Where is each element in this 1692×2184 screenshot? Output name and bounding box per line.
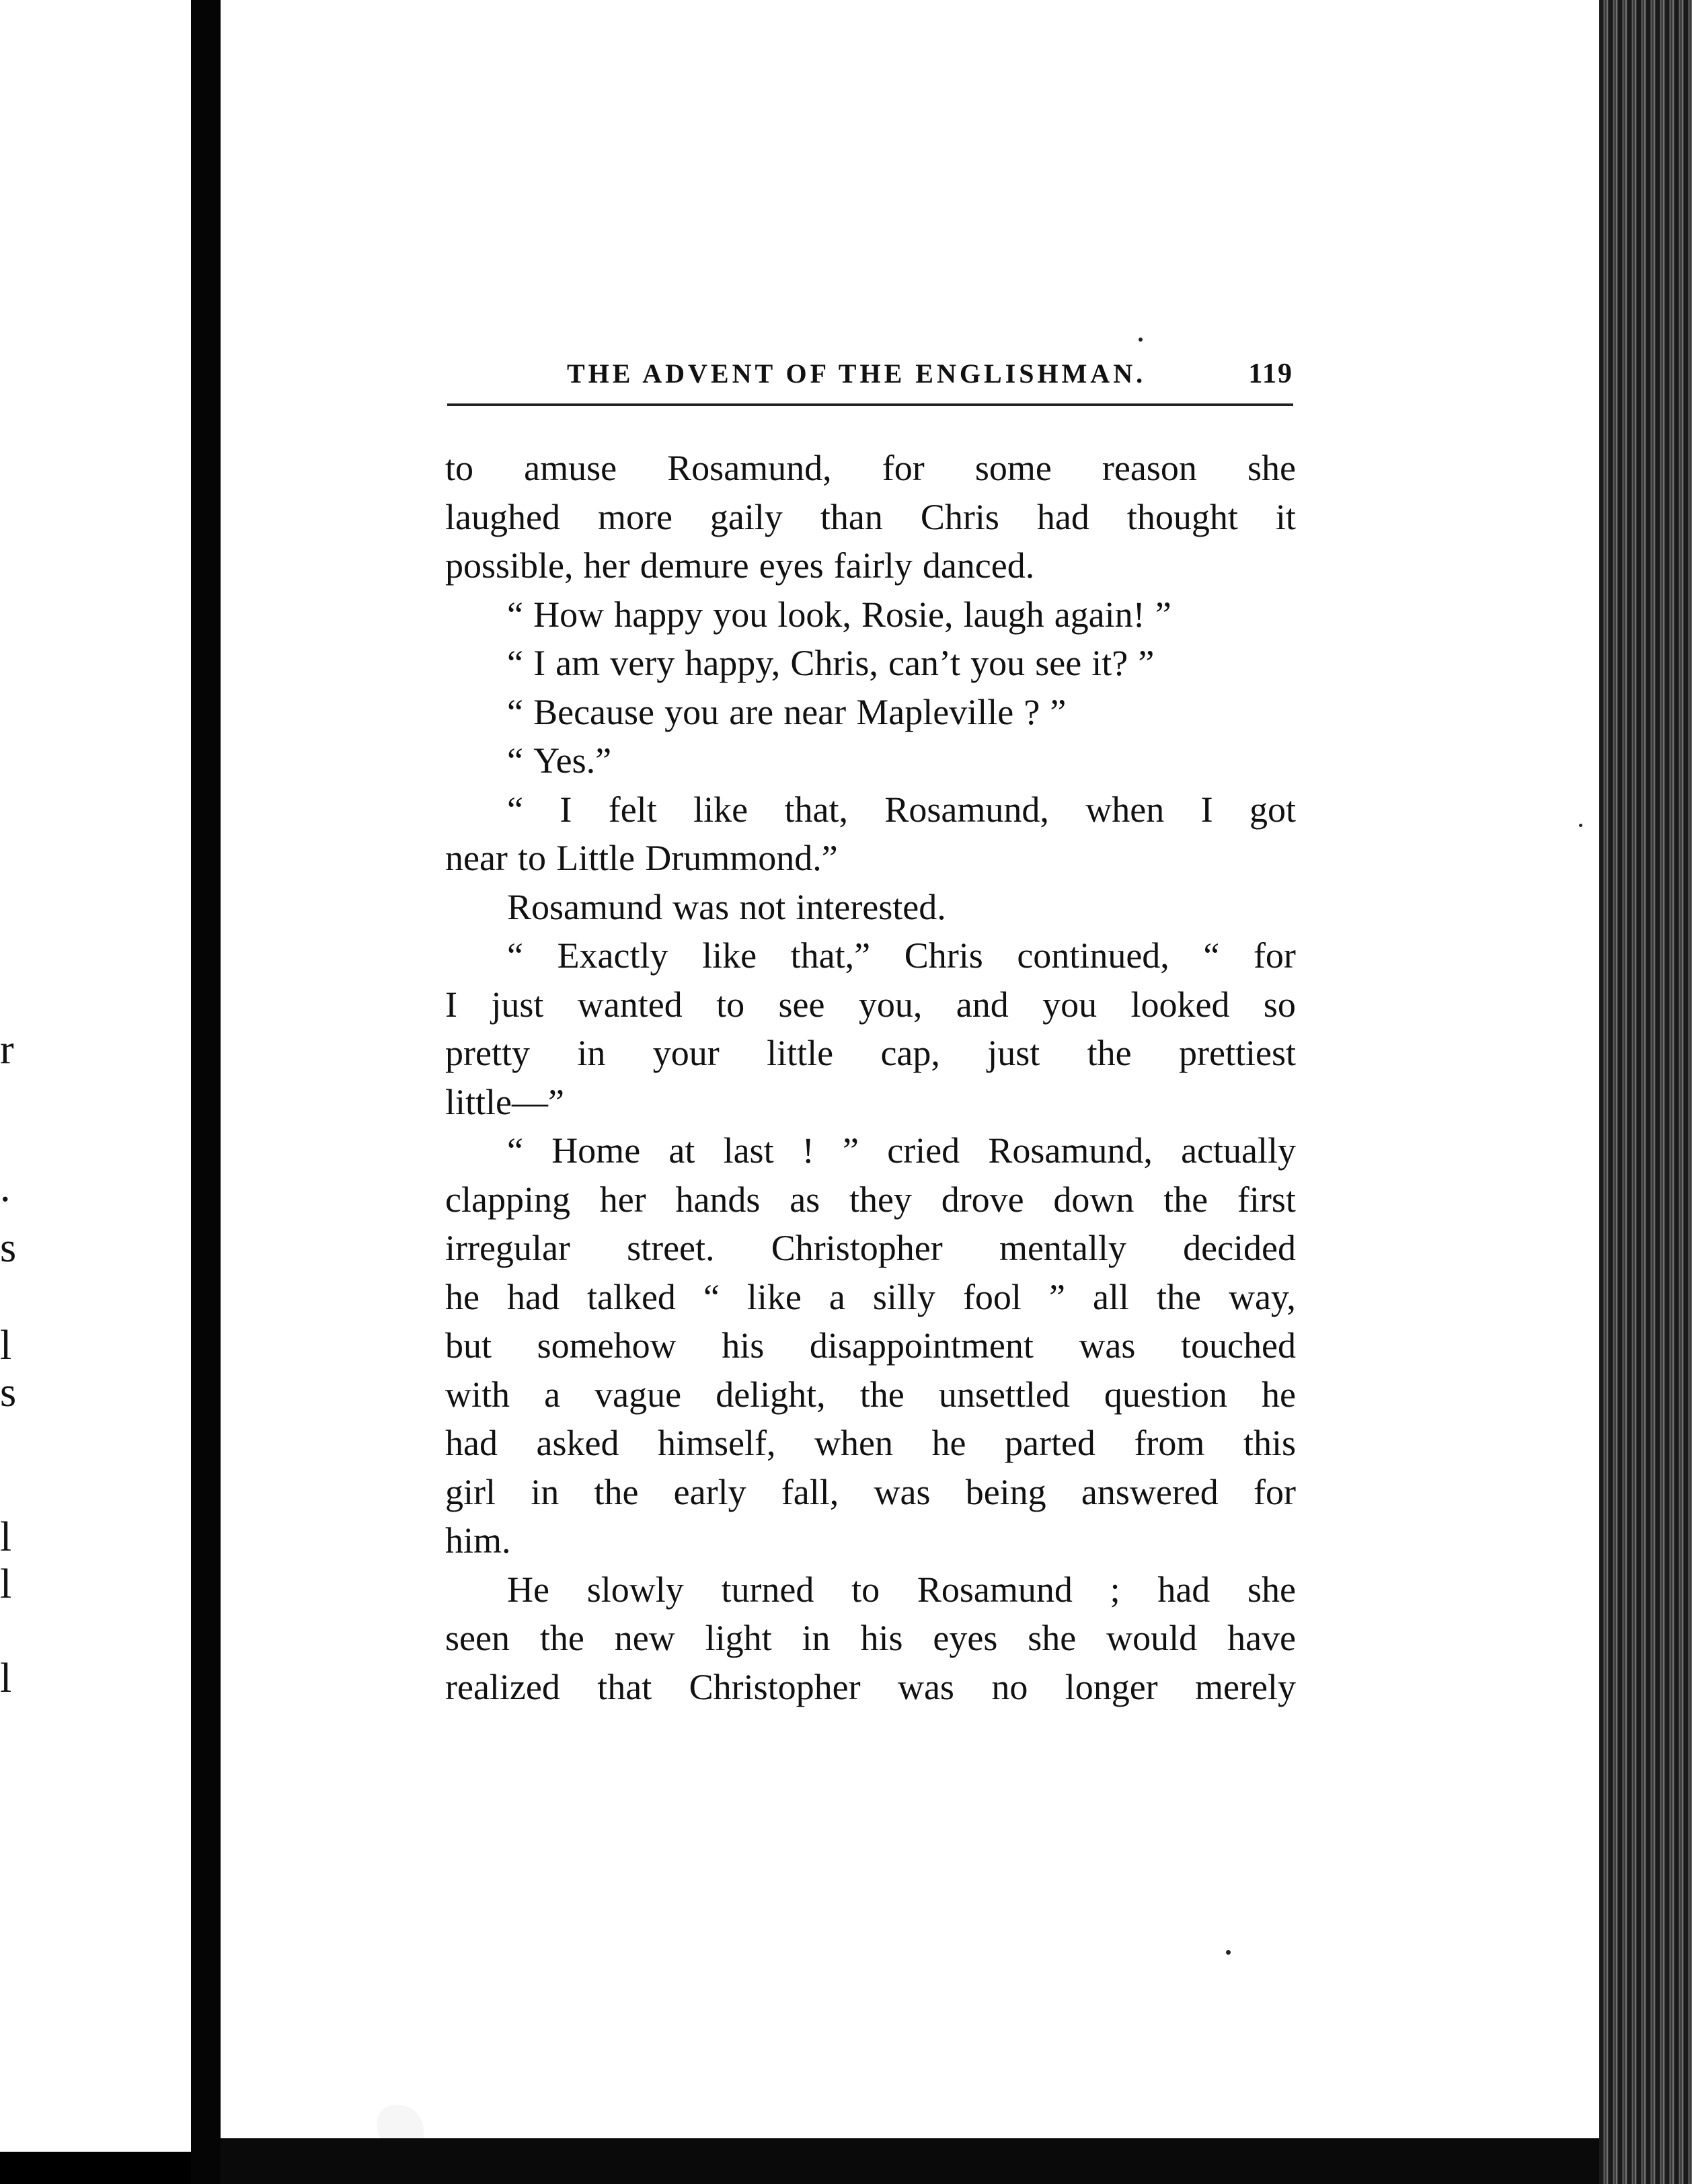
word: some	[974, 448, 1052, 488]
book-gutter	[191, 0, 221, 2184]
facing-page-edge	[0, 0, 191, 2152]
word: I	[445, 984, 457, 1025]
word: had	[1036, 496, 1089, 537]
word: with	[445, 1374, 510, 1415]
word: in	[802, 1618, 831, 1658]
word: the	[1163, 1179, 1208, 1220]
word: again!	[1054, 594, 1145, 635]
word: How	[533, 594, 605, 635]
word: “	[507, 935, 523, 976]
word: unsettled	[938, 1374, 1070, 1415]
word: more	[597, 496, 672, 537]
word: would	[1106, 1618, 1198, 1658]
text-line	[445, 834, 1296, 883]
word: just	[491, 984, 544, 1025]
word: continued,	[1017, 935, 1169, 976]
word: that,”	[790, 935, 871, 976]
word: Rosamund	[507, 886, 663, 927]
word: Christopher	[771, 1228, 943, 1268]
word: thought	[1126, 496, 1238, 537]
word: vague	[594, 1374, 682, 1415]
word: Rosamund,	[988, 1130, 1153, 1171]
word: you	[970, 643, 1026, 683]
word: very	[610, 643, 675, 683]
word: disappointment	[809, 1325, 1034, 1366]
word: see	[1035, 643, 1082, 683]
word: amuse	[524, 448, 617, 488]
word: wanted	[577, 984, 683, 1025]
word: demure	[640, 545, 749, 586]
text-line	[445, 785, 1296, 834]
word: Rosie,	[861, 594, 954, 635]
word: Chris	[920, 496, 999, 537]
word: he	[1262, 1374, 1296, 1415]
word: from	[1134, 1423, 1205, 1463]
text-line	[445, 931, 1296, 980]
text-line	[445, 1614, 1296, 1663]
word: the	[539, 1618, 584, 1658]
word: when	[814, 1423, 893, 1463]
word: not	[739, 886, 786, 927]
word: Home	[551, 1130, 641, 1171]
page-bottom-shadow	[221, 2138, 1599, 2184]
word: touched	[1181, 1325, 1296, 1366]
word: Christopher	[689, 1666, 861, 1707]
word: it?	[1091, 643, 1128, 683]
word: the	[1156, 1276, 1201, 1317]
page-number: 119	[1248, 358, 1293, 389]
word: happy	[614, 594, 703, 635]
body-text	[445, 444, 1296, 1711]
word: you,	[858, 984, 923, 1025]
running-head	[447, 355, 1293, 409]
word: reason	[1102, 448, 1197, 488]
text-line	[445, 639, 1296, 688]
word: her	[583, 545, 630, 586]
word: and	[956, 984, 1009, 1025]
page-block-edge	[1599, 0, 1692, 2184]
text-line	[445, 1516, 1296, 1565]
word: you	[713, 594, 768, 635]
word: looked	[1130, 984, 1230, 1025]
word: delight,	[716, 1374, 826, 1415]
word: at	[668, 1130, 695, 1171]
word: actually	[1181, 1130, 1296, 1171]
word: “	[507, 691, 523, 732]
word: that	[597, 1666, 652, 1707]
word: possible,	[445, 545, 574, 586]
word: street.	[627, 1228, 715, 1268]
word: her	[599, 1179, 646, 1220]
word: no	[991, 1666, 1028, 1707]
facing-page-fragment: l	[0, 1655, 12, 1701]
word: Chris	[904, 935, 983, 976]
word: had	[445, 1423, 498, 1463]
word: to	[518, 838, 547, 878]
text-line	[445, 1468, 1296, 1517]
word: was	[874, 1471, 931, 1512]
word: a	[829, 1276, 845, 1317]
word: “	[507, 594, 523, 635]
word: like	[693, 789, 748, 830]
word: Little	[556, 838, 636, 878]
word: all	[1092, 1276, 1129, 1317]
word: the	[1087, 1033, 1132, 1073]
word: she	[1247, 1569, 1296, 1610]
word: she	[1247, 448, 1296, 488]
facing-page-fragment: l	[0, 1323, 12, 1368]
word: I	[533, 643, 546, 683]
word: “	[703, 1276, 720, 1317]
word: himself,	[657, 1423, 776, 1463]
word: a	[544, 1374, 561, 1415]
word: Because	[533, 691, 654, 732]
word: cap,	[880, 1033, 940, 1073]
word: near	[445, 838, 508, 878]
word: “	[507, 643, 523, 683]
word: irregular	[445, 1228, 570, 1268]
word: for	[1253, 935, 1296, 976]
text-line	[445, 1273, 1296, 1322]
word: him.	[445, 1520, 511, 1561]
word: merely	[1195, 1666, 1296, 1707]
word: ”	[1050, 691, 1067, 732]
text-line	[445, 541, 1296, 590]
word: near	[783, 691, 847, 732]
word: had	[1157, 1569, 1210, 1610]
text-line	[445, 1321, 1296, 1370]
word: to	[445, 448, 474, 488]
word: prettiest	[1179, 1033, 1296, 1073]
word: fool	[962, 1276, 1022, 1317]
word: first	[1237, 1179, 1296, 1220]
word: silly	[872, 1276, 935, 1317]
word: his	[722, 1325, 765, 1366]
text-line	[445, 444, 1296, 493]
word: can’t	[888, 643, 960, 683]
word: ”	[1138, 643, 1155, 683]
word: for	[1254, 1471, 1296, 1512]
word: little	[767, 1033, 834, 1073]
word: somehow	[537, 1325, 677, 1366]
word: for	[882, 448, 925, 488]
word: have	[1227, 1618, 1296, 1658]
word: than	[820, 496, 883, 537]
text-line	[445, 1078, 1296, 1127]
ink-speck	[1226, 1950, 1231, 1955]
word: turned	[721, 1569, 814, 1610]
word: as	[790, 1179, 820, 1220]
word: “	[507, 1130, 523, 1171]
word: when	[1085, 789, 1165, 830]
text-line	[445, 590, 1296, 639]
word: “	[507, 740, 523, 781]
word: laugh	[963, 594, 1044, 635]
text-line	[445, 736, 1296, 785]
text-line	[445, 493, 1296, 542]
word: asked	[536, 1423, 619, 1463]
word: that,	[784, 789, 848, 830]
word: was	[672, 886, 730, 927]
word: see	[778, 984, 825, 1025]
word: to	[851, 1569, 880, 1610]
word: decided	[1183, 1228, 1296, 1268]
word: he	[931, 1423, 966, 1463]
ink-speck	[1579, 824, 1582, 827]
word: mentally	[999, 1228, 1126, 1268]
word: Yes.”	[533, 740, 612, 781]
text-line	[445, 1565, 1296, 1614]
word: eyes	[933, 1618, 998, 1658]
word: I	[1200, 789, 1213, 830]
word: cried	[887, 1130, 960, 1171]
word: the	[594, 1471, 639, 1512]
word: felt	[608, 789, 657, 830]
word: Rosamund	[917, 1569, 1073, 1610]
word: ?	[1024, 691, 1040, 732]
word: answered	[1081, 1471, 1219, 1512]
word: slowly	[586, 1569, 684, 1610]
text-line	[445, 1224, 1296, 1273]
word: this	[1243, 1423, 1296, 1463]
word: fairly	[833, 545, 913, 586]
word: happy,	[685, 643, 781, 683]
word: being	[965, 1471, 1046, 1512]
word: they	[849, 1179, 912, 1220]
text-line	[445, 1175, 1296, 1224]
facing-page-fragment: .	[0, 1165, 11, 1210]
word: in	[531, 1471, 560, 1512]
text-line	[445, 883, 1296, 932]
word: in	[577, 1033, 606, 1073]
word: laughed	[445, 496, 560, 537]
word: his	[860, 1618, 903, 1658]
word: like	[746, 1276, 802, 1317]
facing-page-fragment: s	[0, 1370, 17, 1415]
text-line	[445, 688, 1296, 737]
word: Drummond.”	[645, 838, 838, 878]
word: was	[897, 1666, 954, 1707]
facing-page-fragment: r	[0, 1027, 14, 1072]
word: ;	[1110, 1569, 1120, 1610]
word: I	[560, 789, 572, 830]
word: but	[445, 1325, 492, 1366]
ink-speck	[1139, 338, 1143, 342]
word: it	[1275, 496, 1296, 537]
word: just	[987, 1033, 1040, 1073]
word: Mapleville	[856, 691, 1014, 732]
word: so	[1263, 984, 1296, 1025]
word: had	[506, 1276, 560, 1317]
text-line	[445, 1029, 1296, 1078]
word: your	[652, 1033, 720, 1073]
word: you	[1042, 984, 1098, 1025]
text-line	[445, 1126, 1296, 1175]
word: drove	[941, 1179, 1024, 1220]
word: Chris,	[790, 643, 878, 683]
word: clapping	[445, 1179, 570, 1220]
word: hands	[675, 1179, 761, 1220]
word: down	[1053, 1179, 1135, 1220]
word: danced.	[922, 545, 1035, 586]
word: the	[859, 1374, 905, 1415]
word: Rosamund,	[667, 448, 832, 488]
running-head-rule	[447, 403, 1293, 406]
word: she	[1028, 1618, 1077, 1658]
word: look,	[777, 594, 851, 635]
word: “	[507, 789, 523, 830]
running-head-title: THE ADVENT OF THE ENGLISHMAN.	[567, 358, 1147, 389]
word: am	[555, 643, 601, 683]
word: longer	[1065, 1666, 1158, 1707]
word: seen	[445, 1618, 510, 1658]
word: light	[705, 1618, 772, 1658]
word: early	[673, 1471, 746, 1512]
word: are	[729, 691, 774, 732]
word: ”	[1155, 594, 1171, 635]
word: eyes	[759, 545, 824, 586]
word: gaily	[709, 496, 783, 537]
word: pretty	[445, 1033, 530, 1073]
word: Exactly	[557, 935, 668, 976]
word: you	[664, 691, 720, 732]
word: “	[1203, 935, 1220, 976]
facing-page-fragment: l	[0, 1514, 12, 1560]
word: way,	[1228, 1276, 1296, 1317]
word: like	[702, 935, 757, 976]
word: ”	[843, 1130, 859, 1171]
word: he	[445, 1276, 479, 1317]
word: He	[507, 1569, 549, 1610]
text-line	[445, 1663, 1296, 1712]
word: to	[716, 984, 745, 1025]
word: new	[614, 1618, 675, 1658]
word: parted	[1005, 1423, 1095, 1463]
word: !	[802, 1130, 814, 1171]
word: talked	[586, 1276, 676, 1317]
text-line	[445, 1370, 1296, 1419]
word: last	[723, 1130, 774, 1171]
facing-page-fragment: l	[0, 1561, 12, 1607]
word: fall,	[781, 1471, 839, 1512]
text-line	[445, 980, 1296, 1029]
word: interested.	[796, 886, 946, 927]
word: girl	[445, 1471, 496, 1512]
word: question	[1104, 1374, 1227, 1415]
text-line	[445, 1419, 1296, 1468]
word: got	[1249, 789, 1296, 830]
facing-page-fragment: s	[0, 1225, 17, 1271]
word: ”	[1048, 1276, 1065, 1317]
word: realized	[445, 1666, 560, 1707]
word: Rosamund,	[884, 789, 1049, 830]
word: was	[1079, 1325, 1136, 1366]
word: little—”	[445, 1081, 564, 1122]
